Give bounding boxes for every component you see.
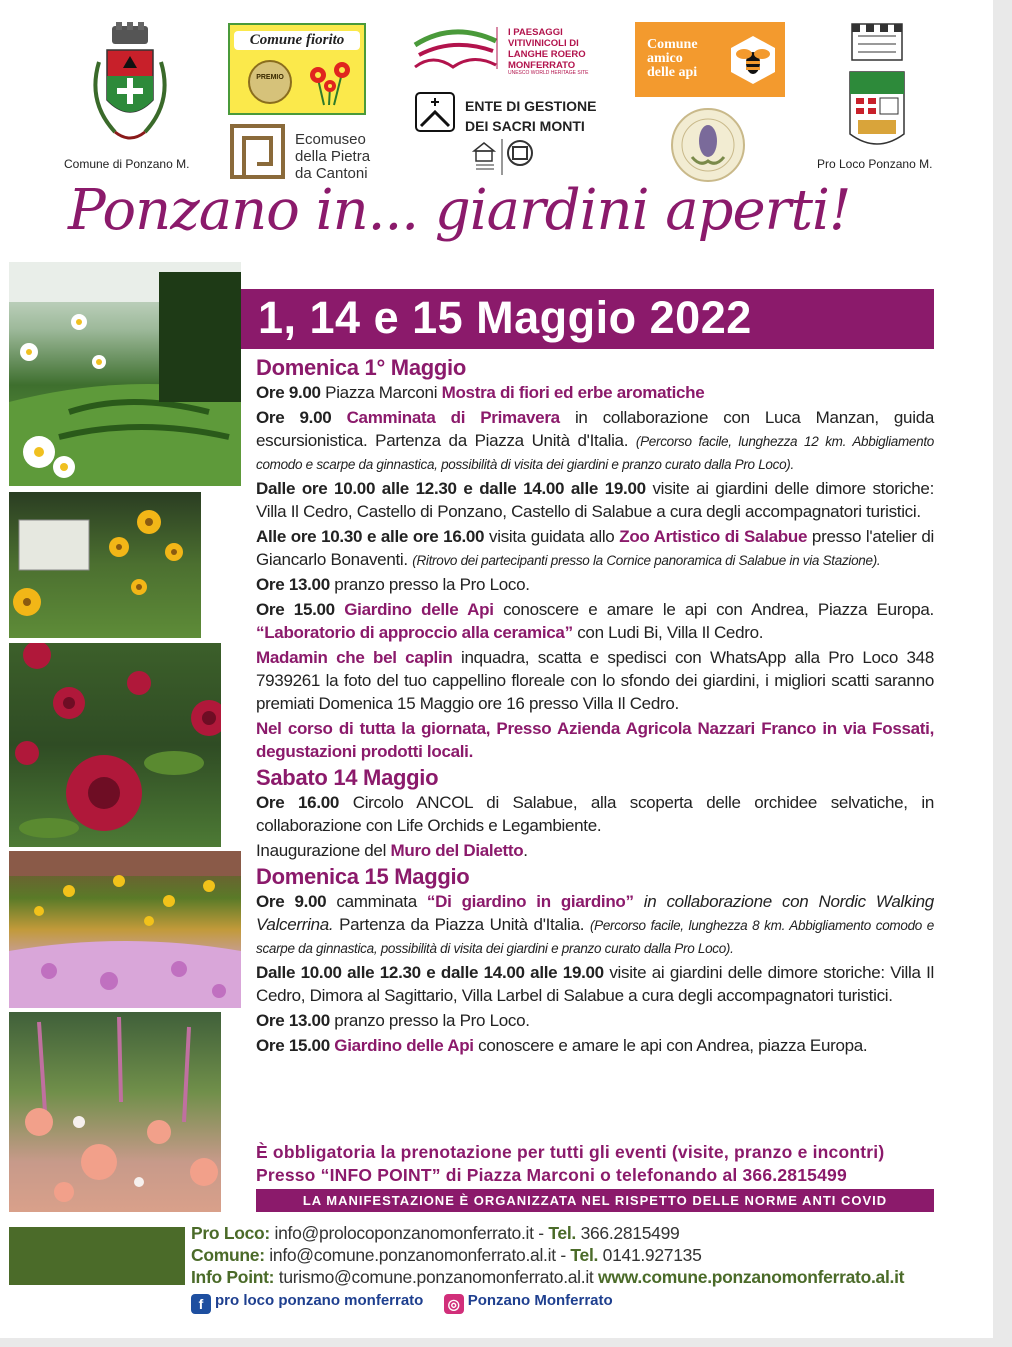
- event-note: (Ritrovo dei partecipanti presso la Cornice panoramica di Salabue in via Stazione).: [412, 553, 881, 568]
- pro-loco-email-link[interactable]: info@prolocoponzanomonferrato.it: [274, 1223, 534, 1243]
- event-item: [256, 406, 934, 475]
- comune-caption: Comune di Ponzano M.: [64, 157, 190, 171]
- facebook-link[interactable]: pro loco ponzano monferrato: [215, 1292, 424, 1309]
- event-title: Muro del Dialetto: [390, 841, 524, 860]
- event-item: [256, 381, 934, 404]
- pro-loco-caption: Pro Loco Ponzano M.: [817, 157, 933, 171]
- paesaggi-hills-icon: [413, 25, 498, 70]
- contacts: [191, 1222, 936, 1288]
- event-title: Zoo Artistico di Salabue: [619, 527, 808, 546]
- program: [256, 355, 934, 1059]
- period: .: [523, 841, 528, 860]
- info-point-email-link[interactable]: turismo@comune.ponzanomonferrato.al.it: [278, 1267, 594, 1287]
- event-time: Ore 9.00: [256, 892, 327, 911]
- paesaggi-line: I PAESAGGI: [508, 27, 563, 38]
- event-title: “Laboratorio di approccio alla ceramica”: [256, 623, 573, 642]
- comune-phone-link[interactable]: 0141.927135: [602, 1245, 702, 1265]
- event-text: presso l'atelier di Giancarlo Bonaventi.: [256, 527, 934, 569]
- pro-loco-crest-icon: [848, 22, 906, 150]
- event-title: “Di giardino in giardino”: [426, 892, 634, 911]
- covid-notice: LA MANIFESTAZIONE È ORGANIZZATA NEL RISPETTO DELLE NORME ANTI COVID: [256, 1189, 934, 1212]
- event-item: [256, 791, 934, 837]
- event-item: Nel corso di tutta la giornata, Presso Azienda Agricola Nazzari Franco in via Fossati, degustazioni prodotti locali.: [256, 719, 934, 761]
- event-title: Camminata di Primavera: [346, 408, 560, 427]
- event-text: inquadra, scatta e spedisci con WhatsApp alla Pro Loco 348 7939261 la foto del tuo cappellino floreale con lo sfondo dei giardini, i migliori scatti saranno premiati Domenica 15 Maggio ore 16 presso Villa Il Cedro.: [256, 648, 934, 713]
- event-title: Mostra di fiori ed erbe aromatiche: [441, 383, 705, 402]
- event-text: visite ai giardini delle dimore storiche: Villa Il Cedro, Castello di Ponzano, Castello di Salabue a cura degli accompagnatori turistici.: [256, 479, 934, 521]
- paesaggi-line: MONFERRATO: [508, 60, 576, 71]
- event-time: Ore 9.00: [256, 383, 321, 402]
- yellow-flowers-illustration-icon: [9, 492, 201, 638]
- event-time: Ore 16.00: [256, 793, 340, 812]
- ecomuseo-text: [295, 131, 370, 182]
- event-note: (Percorso facile, lunghezza 8 km. Abbigliamento comodo e scarpe da ginnastica, possibilità di visita dei giardini e pranzo curato dalla Pro Loco).: [256, 918, 934, 956]
- garden-photo-yellow-flowers: [9, 492, 201, 638]
- booking-line: È obbligatoria la prenotazione per tutti gli eventi (visite, pranzo e incontri): [256, 1142, 885, 1162]
- event-text: Partenza da Piazza Unità d'Italia.: [339, 915, 585, 934]
- day-heading: Domenica 1° Maggio: [256, 355, 466, 380]
- api-line: delle api: [647, 65, 698, 80]
- facebook-icon: f: [191, 1294, 211, 1314]
- event-item: [256, 598, 934, 644]
- pro-loco-phone-link[interactable]: 366.2815499: [580, 1223, 680, 1243]
- event-text: visita guidata allo: [489, 527, 615, 546]
- premio-seal-icon: [248, 60, 292, 104]
- premio-text: PREMIO: [256, 74, 284, 81]
- event-text: in collaborazione con Luca Manzan, guida escursionistica. Partenza da Piazza Unità d'Italia.: [256, 408, 934, 450]
- website-link[interactable]: www.comune.ponzanomonferrato.al.it: [598, 1267, 905, 1287]
- event-time: Dalle 10.00 alle 12.30 e dalle 14.00 alle 19.00: [256, 963, 604, 982]
- event-text: visite ai giardini delle dimore storiche: Villa Il Cedro, Dimora al Sagittario, Villa Larbel di Salabue a cura degli accompagnatori turistici.: [256, 963, 934, 1005]
- green-bar: [9, 1227, 185, 1285]
- event-text: pranzo presso la Pro Loco.: [334, 1011, 530, 1030]
- main-title: Ponzano in... giardini aperti!: [68, 178, 851, 243]
- event-time: Ore 9.00: [256, 408, 332, 427]
- paesaggi-text: [508, 27, 586, 71]
- api-text: [647, 38, 698, 80]
- event-text: conoscere e amare le api con Andrea, piazza Europa.: [478, 1036, 868, 1055]
- roses-illustration-icon: [9, 643, 221, 847]
- event-item: [256, 573, 934, 596]
- event-item: [256, 961, 934, 1007]
- event-text: conoscere e amare le api con Andrea, Piazza Europa.: [503, 600, 934, 619]
- daisies-illustration-icon: [9, 262, 241, 486]
- event-item: [256, 525, 934, 571]
- paesaggi-line: LANGHE ROERO: [508, 49, 586, 60]
- sacri-monti-icon: [415, 92, 455, 132]
- event-time: Ore 13.00: [256, 1011, 330, 1030]
- social-links: [191, 1292, 613, 1314]
- booking-line: Presso “INFO POINT” di Piazza Marconi o telefonando al 366.2815499: [256, 1165, 847, 1185]
- day-heading: Domenica 15 Maggio: [256, 864, 470, 889]
- event-time: Ore 15.00: [256, 1036, 330, 1055]
- comune-amico-api-logo: [635, 22, 785, 97]
- garden-photo-pink-flowers: [9, 1012, 221, 1212]
- tel-label: Tel.: [570, 1245, 599, 1265]
- event-time: Ore 13.00: [256, 575, 330, 594]
- garden-photo-roses: [9, 643, 221, 847]
- event-time: Ore 15.00: [256, 600, 335, 619]
- event-item: [256, 1034, 934, 1057]
- event-text: pranzo presso la Pro Loco.: [334, 575, 530, 594]
- event-text: Inaugurazione del: [256, 841, 387, 860]
- contact-label: Pro Loco:: [191, 1223, 270, 1243]
- ecomuseo-mark-icon: [230, 124, 285, 179]
- comune-fiorito-title: Comune fiorito: [234, 31, 360, 50]
- event-title: Giardino delle Api: [344, 600, 494, 619]
- tel-label: Tel.: [548, 1223, 576, 1243]
- paesaggi-line: VITIVINICOLI DI: [508, 38, 579, 49]
- event-time: Dalle ore 10.00 alle 12.30 e dalle 14.00 alle 19.00: [256, 479, 646, 498]
- unesco-world-heritage-icon: [470, 137, 540, 177]
- event-item: [256, 1009, 934, 1032]
- event-title: Giardino delle Api: [334, 1036, 474, 1055]
- contact-line-pro-loco: Pro Loco: info@prolocoponzanomonferrato.it - Tel. 366.2815499: [191, 1223, 680, 1243]
- sacri-line: DEI SACRI MONTI: [465, 118, 585, 134]
- paesaggi-subtitle: UNESCO WORLD HERITAGE SITE: [508, 70, 589, 76]
- flower-bed-illustration-icon: [9, 851, 241, 1008]
- event-item: [256, 646, 934, 715]
- event-text: con Ludi Bi, Villa Il Cedro.: [577, 623, 764, 642]
- api-line: amico: [647, 51, 683, 66]
- api-line: Comune: [647, 37, 698, 52]
- bee-icon: [727, 34, 779, 86]
- event-text: Circolo ANCOL di Salabue, alla scoperta delle orchidee selvatiche, in collaborazione con Life Orchids e Legambiente.: [256, 793, 934, 835]
- contact-label: Info Point:: [191, 1267, 275, 1287]
- sacri-monti-text: [465, 96, 596, 136]
- comune-fiorito-logo: [228, 23, 366, 115]
- booking-note: [256, 1141, 934, 1187]
- ecomuseo-line: da Cantoni: [295, 165, 368, 182]
- event-dates: 1, 14 e 15 Maggio 2022: [258, 292, 752, 343]
- custode-orchidee-seal-icon: [670, 107, 746, 183]
- event-item: [256, 890, 934, 959]
- contact-label: Comune:: [191, 1245, 265, 1265]
- event-note: (Percorso facile, lunghezza 12 km. Abbigliamento comodo e scarpe da ginnastica, possibilità di visita dei giardini e pranzo curato dalla Pro Loco).: [256, 434, 934, 472]
- ecomuseo-line: Ecomuseo: [295, 131, 366, 148]
- ecomuseo-line: della Pietra: [295, 148, 371, 165]
- event-title: Madamin che bel caplin: [256, 648, 453, 667]
- instagram-link[interactable]: Ponzano Monferrato: [467, 1292, 613, 1309]
- flowers-icon: [300, 59, 360, 107]
- comune-crest-icon: [85, 22, 175, 152]
- event-time: Alle ore 10.30 e alle ore 16.00: [256, 527, 485, 546]
- event-text: camminata: [336, 892, 417, 911]
- day-heading: Sabato 14 Maggio: [256, 765, 439, 790]
- garden-photo-daisies: [9, 262, 241, 486]
- event-item: [256, 839, 934, 862]
- garden-photo-flower-bed: [9, 851, 241, 1008]
- event-item: [256, 477, 934, 523]
- instagram-icon: ◎: [444, 1294, 464, 1314]
- sacri-line: ENTE DI GESTIONE: [465, 98, 597, 114]
- comune-email-link[interactable]: info@comune.ponzanomonferrato.al.it: [269, 1245, 556, 1265]
- contact-line-info-point: [191, 1266, 936, 1288]
- pink-flowers-illustration-icon: [9, 1012, 221, 1212]
- event-place: Piazza Marconi: [325, 383, 438, 402]
- contact-line-comune: Comune: info@comune.ponzanomonferrato.al.it - Tel. 0141.927135: [191, 1245, 702, 1265]
- event-collab: in collaborazione con Nordic Walking Valcerrina.: [256, 892, 934, 934]
- date-band: [241, 289, 934, 349]
